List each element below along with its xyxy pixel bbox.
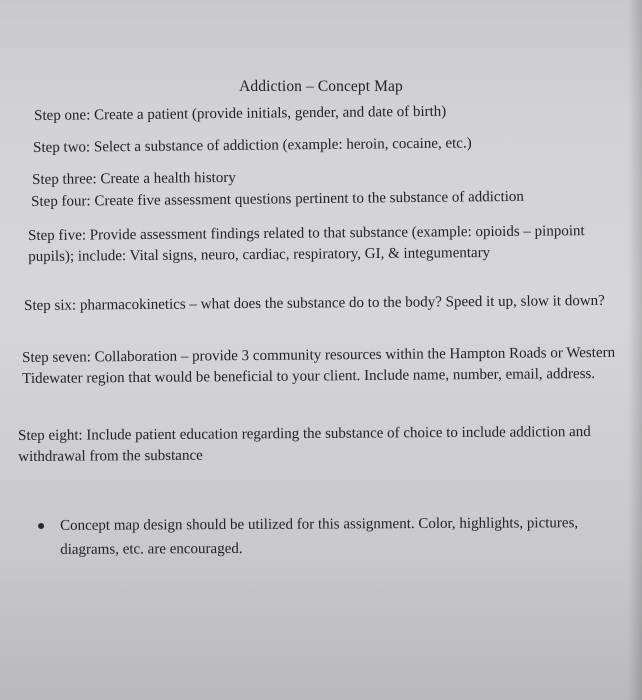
bullet-text: Concept map design should be utilized for this assignment. Color, highlights, pictures, diagrams, etc. are encouraged. <box>60 515 579 558</box>
step-seven: Step seven: Collaboration – provide 3 community resources within the Hampton Roads or Western Tidewater region that would be beneficial to your client. Include name, number, email, address. <box>22 344 616 387</box>
step-five: Step five: Provide assessment findings related to that substance (example: opioids – pinpoint pupils); include: Vital signs, neuro, cardiac, respiratory, GI, & integumentary <box>28 223 585 265</box>
step-one: Step one: Create a patient (provide initials, gender, and date of birth) <box>34 103 447 124</box>
step-eight: Step eight: Include patient education regarding the substance of choice to include addiction and withdrawal from the substance <box>18 424 591 465</box>
bullet-item <box>38 511 598 562</box>
step-three: Step three: Create a health history <box>32 169 236 188</box>
bullet-icon <box>38 523 44 529</box>
step-two: Step two: Select a substance of addiction (example: heroin, cocaine, etc.) <box>33 135 472 156</box>
page-title: Addiction – Concept Map <box>239 78 403 95</box>
step-six: Step six: pharmacokinetics – what does the substance do to the body? Speed it up, slow it down? <box>24 292 605 314</box>
step-four: Step four: Create five assessment questions pertinent to the substance of addiction <box>31 188 524 210</box>
